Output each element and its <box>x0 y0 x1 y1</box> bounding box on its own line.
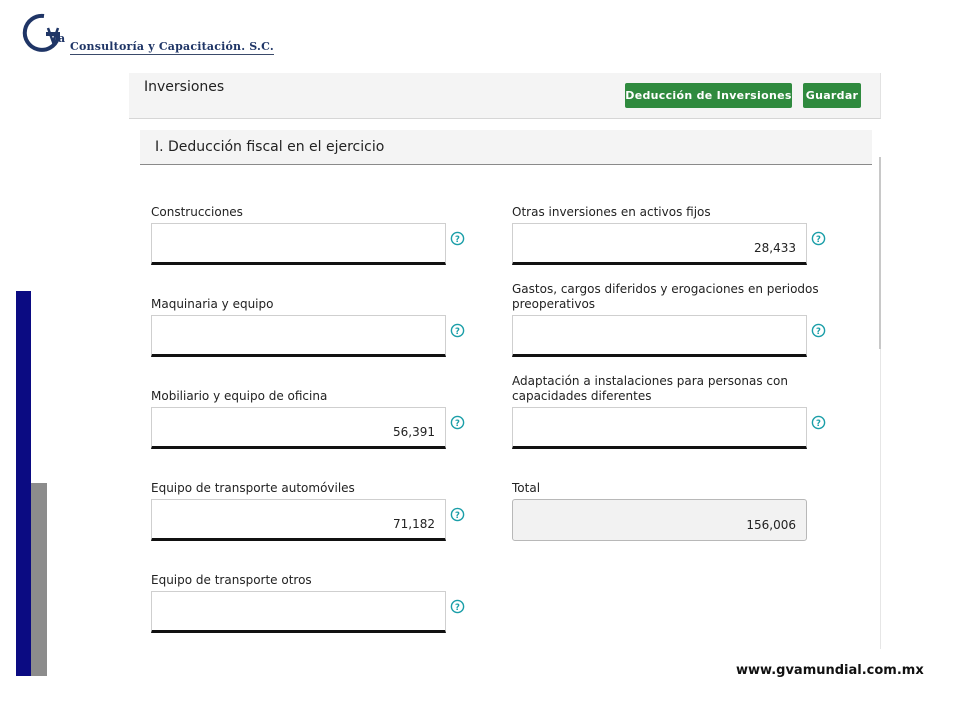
footer-website: www.gvamundial.com.mx <box>736 663 924 678</box>
transporte-automoviles-label: Equipo de transporte automóviles <box>151 481 355 495</box>
svg-text:?: ? <box>816 233 821 244</box>
help-icon[interactable] <box>811 323 826 338</box>
decorative-blue-bar <box>16 291 31 676</box>
construcciones-input[interactable] <box>151 223 446 265</box>
maquinaria-input[interactable] <box>151 315 446 357</box>
adaptacion-instalaciones-label: Adaptación a instalaciones para personas con capacidades diferentes <box>512 374 788 403</box>
help-icon[interactable] <box>450 415 465 430</box>
panel-title: Inversiones <box>144 79 225 95</box>
help-icon[interactable] <box>450 599 465 614</box>
svg-text:?: ? <box>455 601 460 612</box>
company-name: Consultoría y Capacitación. S.C. <box>70 40 274 53</box>
decorative-gray-bar <box>31 483 47 676</box>
help-icon[interactable] <box>811 231 826 246</box>
inversiones-form-panel <box>129 73 881 650</box>
svg-text:?: ? <box>816 325 821 336</box>
maquinaria-label: Maquinaria y equipo <box>151 297 274 311</box>
transporte-otros-label: Equipo de transporte otros <box>151 573 312 587</box>
total-field <box>512 499 807 541</box>
svg-text:?: ? <box>455 509 460 520</box>
help-icon[interactable] <box>450 323 465 338</box>
deduccion-inversiones-button[interactable]: Deducción de Inversiones <box>625 83 792 108</box>
panel-header <box>129 73 881 119</box>
otras-inversiones-label: Otras inversiones en activos fijos <box>512 205 711 219</box>
gastos-diferidos-input[interactable] <box>512 315 807 357</box>
otras-inversiones-input[interactable] <box>512 223 807 265</box>
panel-right-border <box>880 349 881 649</box>
total-label: Total <box>512 481 541 495</box>
construcciones-label: Construcciones <box>151 205 243 219</box>
svg-text:?: ? <box>455 325 460 336</box>
guardar-button[interactable]: Guardar <box>803 83 861 108</box>
adaptacion-instalaciones-input[interactable] <box>512 407 807 449</box>
help-icon[interactable] <box>450 507 465 522</box>
section-header <box>140 130 872 165</box>
svg-text:?: ? <box>455 233 460 244</box>
help-icon[interactable] <box>811 415 826 430</box>
svg-text:?: ? <box>816 417 821 428</box>
logo-underline <box>70 54 274 55</box>
svg-text:?: ? <box>455 417 460 428</box>
gastos-diferidos-label: Gastos, cargos diferidos y erogaciones en periodos preoperativos <box>512 282 819 311</box>
vertical-scrollbar[interactable] <box>879 157 881 349</box>
mobiliario-label: Mobiliario y equipo de oficina <box>151 389 328 403</box>
mobiliario-input[interactable] <box>151 407 446 449</box>
help-icon[interactable] <box>450 231 465 246</box>
transporte-otros-input[interactable] <box>151 591 446 633</box>
section-title: I. Deducción fiscal en el ejercicio <box>155 139 385 155</box>
company-logo <box>20 10 274 58</box>
transporte-automoviles-input[interactable] <box>151 499 446 541</box>
svg-text:a: a <box>58 32 66 45</box>
